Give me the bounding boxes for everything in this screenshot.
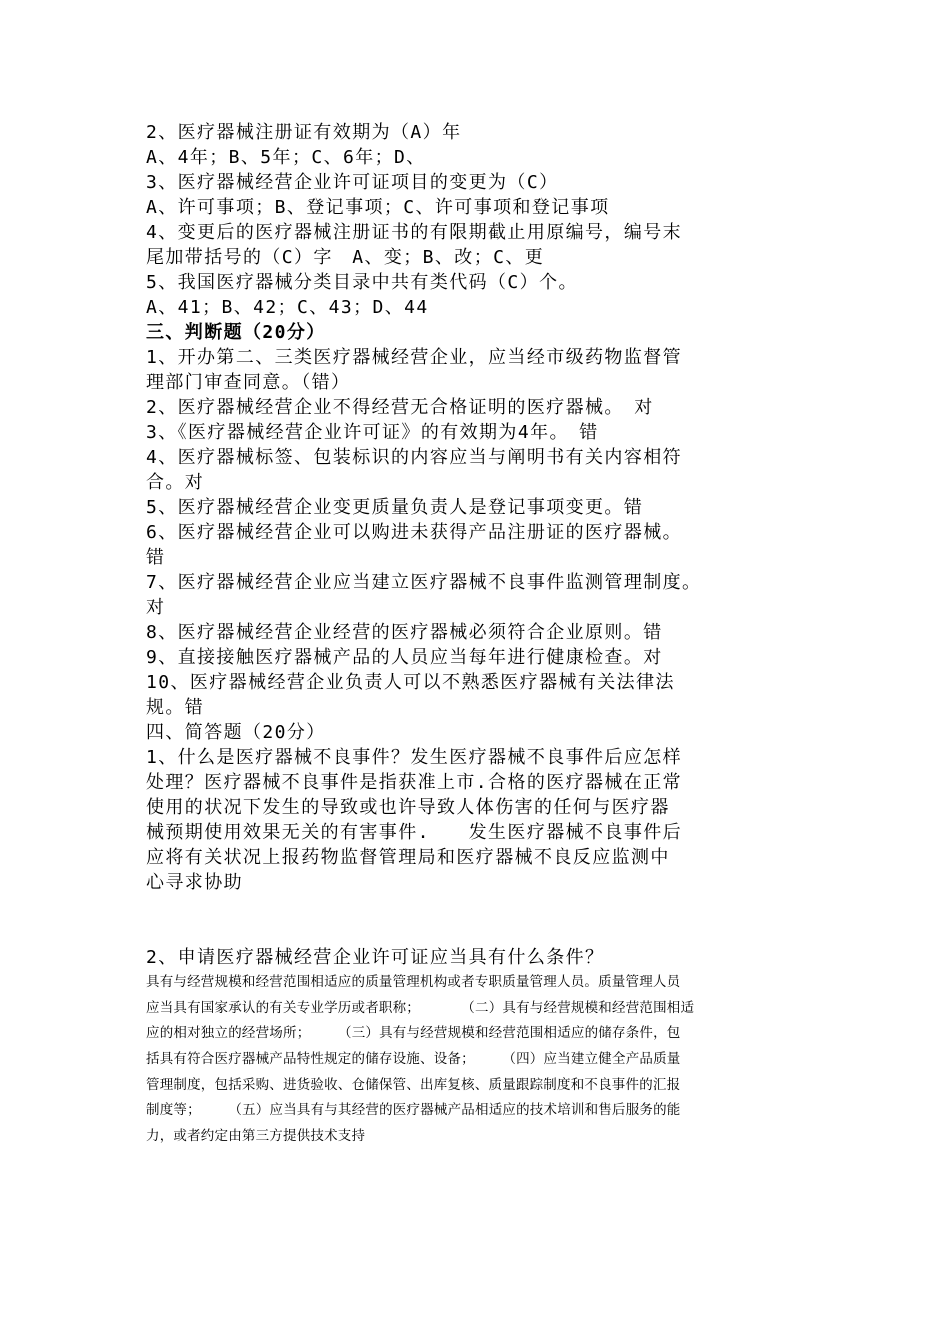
judgment-item-10: 10、医疗器械经营企业负责人可以不熟悉医疗器械有关法律法 [146,672,675,693]
judgment-item-8: 8、医疗器械经营企业经营的医疗器械必须符合企业原则。错 [146,622,663,643]
judgment-item-2: 2、医疗器械经营企业不得经营无合格证明的医疗器械。 对 [146,397,654,418]
short-answer-2-line-6: 制度等； （五）应当具有与其经营的医疗器械产品相适应的技术培训和售后服务的能 [146,1102,681,1119]
judgment-item-7: 7、医疗器械经营企业应当建立医疗器械不良事件监测管理制度。 [146,572,702,593]
short-answer-1-line-4: 械预期使用效果无关的有害事件. 发生医疗器械不良事件后 [146,822,683,843]
short-answer-1-line-1: 1、什么是医疗器械不良事件？发生医疗器械不良事件后应怎样 [146,747,683,768]
short-answer-2-line-2: 应当具有国家承认的有关专业学历或者职称； （二）具有与经营规模和经营范围相适 [146,999,695,1016]
judgment-item-7-cont: 对 [146,597,166,618]
short-answer-2-question: 2、申请医疗器械经营企业许可证应当具有什么条件？ [146,947,605,968]
short-answer-1-line-2: 处理？医疗器械不良事件是指获准上市.合格的医疗器械在正常 [146,772,683,793]
short-answer-1-line-3: 使用的状况下发生的导致或也许导致人体伤害的任何与医疗器 [146,797,670,818]
short-answer-2-line-4: 括具有符合医疗器械产品特性规定的储存设施、设备； （四）应当建立健全产品质量 [146,1051,681,1068]
short-answer-2-line-3: 应的相对独立的经营场所； （三）具有与经营规模和经营范围相适应的储存条件，包 [146,1025,681,1042]
document-page [146,120,836,1150]
judgment-item-1: 1、开办第二、三类医疗器械经营企业，应当经市级药物监督管 [146,347,683,368]
judgment-item-4: 4、医疗器械标签、包装标识的内容应当与阐明书有关内容相符 [146,447,683,468]
short-answer-1-line-6: 心寻求协助 [146,872,243,893]
question-2-options: A、4年；B、5年；C、6年；D、 [146,147,426,168]
question-3-line: 3、医疗器械经营企业许可证项目的变更为（C） [146,172,559,193]
section-heading-short-answer: 四、简答题（20分） [146,722,326,743]
judgment-item-3: 3、《医疗器械经营企业许可证》的有效期为4年。 错 [146,422,599,443]
judgment-item-1-cont: 理部门审查同意。（错） [146,372,351,393]
question-5-line: 5、我国医疗器械分类目录中共有类代码（C）个。 [146,272,578,293]
question-3-options: A、许可事项；B、登记事项；C、许可事项和登记事项 [146,197,610,218]
judgment-item-9: 9、直接接触医疗器械产品的人员应当每年进行健康检查。对 [146,647,663,668]
judgment-item-5: 5、医疗器械经营企业变更质量负责人是登记事项变更。错 [146,497,644,518]
blank-gap [146,895,836,945]
question-2-line: 2、医疗器械注册证有效期为（A）年 [146,122,462,143]
question-5-options: A、41；B、42；C、43；D、44 [146,297,429,318]
short-answer-1-line-5: 应将有关状况上报药物监督管理局和医疗器械不良反应监测中 [146,847,670,868]
short-answer-2-line-7: 力，或者约定由第三方提供技术支持 [146,1128,366,1145]
question-4-line: 4、变更后的医疗器械注册证书的有限期截止用原编号，编号末 [146,222,683,243]
judgment-item-4-cont: 合。对 [146,472,205,493]
section-heading-judgment: 三、判断题（20分） [146,322,326,343]
judgment-item-10-cont: 规。错 [146,697,205,718]
short-answer-2-line-1: 具有与经营规模和经营范围相适应的质量管理机构或者专职质量管理人员。质量管理人员 [146,974,681,990]
question-4-line-cont: 尾加带括号的（C）字 A、变；B、改；C、更 [146,247,545,268]
judgment-item-6: 6、医疗器械经营企业可以购进未获得产品注册证的医疗器械。 [146,522,683,543]
short-answer-2-line-5: 管理制度，包括采购、进货验收、仓储保管、出库复核、质量跟踪制度和不良事件的汇报 [146,1076,681,1093]
judgment-item-6-cont: 错 [146,547,166,568]
